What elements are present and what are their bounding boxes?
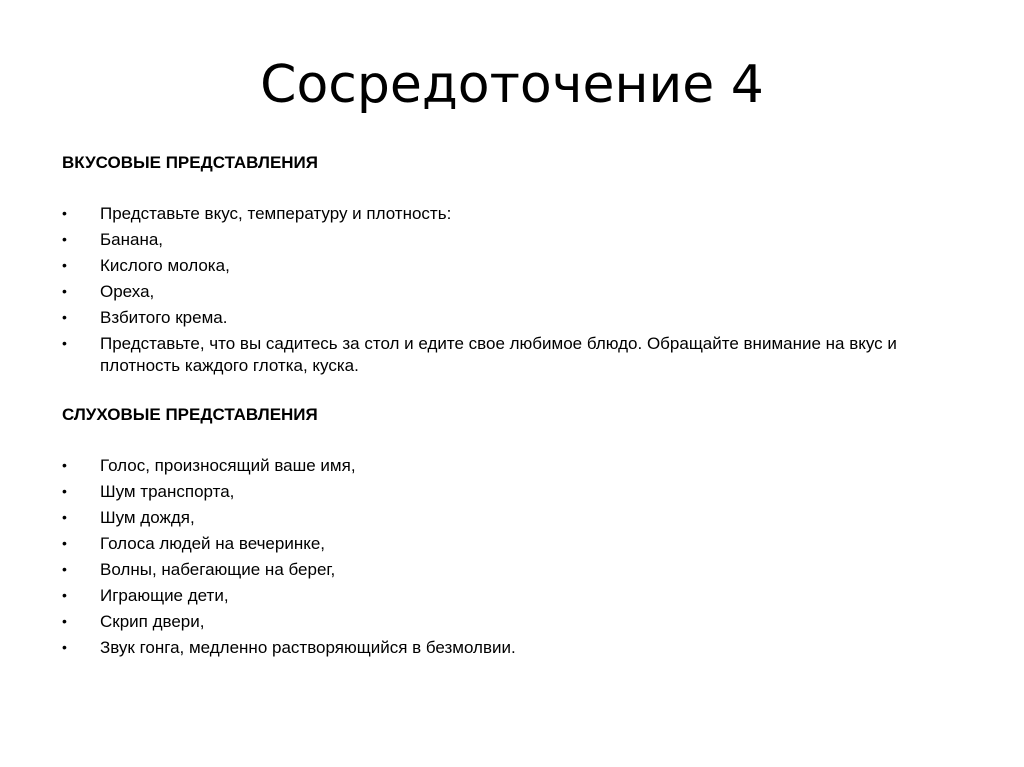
- bullet-icon: •: [62, 483, 67, 499]
- list-item: [62, 455, 962, 477]
- slide-title: Сосредоточение 4: [260, 55, 764, 115]
- bullet-icon: •: [62, 561, 67, 577]
- section-heading-taste: ВКУСОВЫЕ ПРЕДСТАВЛЕНИЯ: [62, 153, 318, 172]
- list-item-text: Скрип двери,: [100, 612, 205, 631]
- list-item-text: Представьте, что вы садитесь за стол и едите свое любимое блюдо. Обращайте внимание на вкус и плотность каждого глотка, куска.: [100, 334, 897, 375]
- list-item-text: Играющие дети,: [100, 586, 229, 605]
- bullet-icon: •: [62, 587, 67, 603]
- list-item-text: Голос, произносящий ваше имя,: [100, 456, 356, 475]
- bullet-icon: •: [62, 257, 67, 273]
- list-item: [62, 203, 962, 225]
- bullet-list-taste: [62, 203, 962, 381]
- list-item: [62, 307, 962, 329]
- bullet-icon: •: [62, 231, 67, 247]
- list-item-text: Взбитого крема.: [100, 308, 228, 327]
- bullet-icon: •: [62, 283, 67, 299]
- bullet-icon: •: [62, 205, 67, 221]
- list-item-text: Представьте вкус, температуру и плотность:: [100, 204, 452, 223]
- section-heading-sound: СЛУХОВЫЕ ПРЕДСТАВЛЕНИЯ: [62, 405, 318, 424]
- list-item: [62, 481, 962, 503]
- list-item: [62, 533, 962, 555]
- list-item: [62, 637, 962, 659]
- bullet-icon: •: [62, 639, 67, 655]
- list-item: [62, 229, 962, 251]
- list-item: [62, 559, 962, 581]
- bullet-icon: •: [62, 535, 67, 551]
- list-item-text: Волны, набегающие на берег,: [100, 560, 336, 579]
- bullet-icon: •: [62, 613, 67, 629]
- list-item-text: Шум транспорта,: [100, 482, 235, 501]
- list-item-text: Шум дождя,: [100, 508, 195, 527]
- bullet-icon: •: [62, 309, 67, 325]
- bullet-list-sound: [62, 455, 962, 663]
- list-item: [62, 333, 962, 376]
- bullet-icon: •: [62, 335, 67, 351]
- bullet-icon: •: [62, 509, 67, 525]
- list-item-text: Банана,: [100, 230, 164, 249]
- list-item: [62, 611, 962, 633]
- list-item-text: Голоса людей на вечеринке,: [100, 534, 326, 553]
- list-item: [62, 585, 962, 607]
- list-item: [62, 507, 962, 529]
- list-item-text: Звук гонга, медленно растворяющийся в безмолвии.: [100, 638, 516, 657]
- list-item: [62, 281, 962, 303]
- bullet-icon: •: [62, 457, 67, 473]
- list-item: [62, 255, 962, 277]
- list-item-text: Кислого молока,: [100, 256, 230, 275]
- list-item-text: Ореха,: [100, 282, 155, 301]
